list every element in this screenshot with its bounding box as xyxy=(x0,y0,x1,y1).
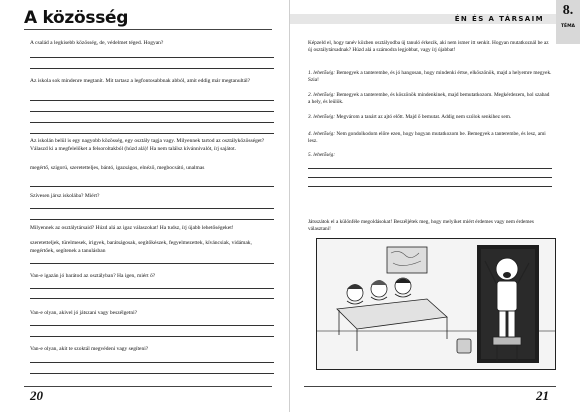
answer-line[interactable] xyxy=(30,100,274,101)
answer-line[interactable] xyxy=(30,208,274,209)
answer-line[interactable] xyxy=(30,325,274,326)
question-like-school: Szívesen jársz iskolába? Miért? xyxy=(30,193,100,199)
page-title: A közösség xyxy=(24,8,129,28)
option-label: 2. lehetőség: xyxy=(308,92,336,98)
answer-line[interactable] xyxy=(30,122,274,123)
answer-line[interactable] xyxy=(30,219,274,220)
question-family: A család a legkisebb közösség, de, védelmet téged. Hogyan? xyxy=(30,40,164,46)
option-label: 3. lehetőség: xyxy=(308,114,336,120)
answer-line[interactable] xyxy=(30,288,274,289)
task-role-play: Játsszátok el a különféle megoldásokat! Beszéljétek meg, hogy melyiket miért érdemes vagy nem érdemes választani! xyxy=(308,219,534,233)
question-classmates: Milyennek az osztálytársaid? Húzd alá az igaz válaszokat! Ha tudsz, írj újabb lehetőségeket! xyxy=(30,225,234,231)
chapter-title: ÉN ÉS A TÁRSAIM xyxy=(454,15,544,23)
answer-line[interactable] xyxy=(30,68,274,69)
answer-line[interactable] xyxy=(30,373,274,374)
word-list-community[interactable]: megértő, szigorú, szeretetteljes, bántó, igazságos, elnéző, megbocsátó, unalmas xyxy=(30,165,205,171)
option-label: 5. lehetőség: xyxy=(308,152,336,158)
footer-rule xyxy=(304,386,556,387)
option-label: 1. lehetőség: xyxy=(308,70,336,76)
title-rule xyxy=(24,29,272,30)
classroom-illustration xyxy=(316,238,556,370)
option-text: Nem gondolkodom előre ezen, hogy hogyan mutatkozom be. Bemegyek a tanterembe, és lesz, ami lesz. xyxy=(308,131,546,145)
page-number: 21 xyxy=(536,388,549,403)
answer-line[interactable] xyxy=(30,362,274,363)
page-number: 20 xyxy=(30,388,43,403)
question-play-partner: Van-e olyan, akivel jó játszani vagy beszélgetni? xyxy=(30,310,138,316)
word-list-classmates[interactable]: szeretetteljek, türelmesek, irigyek, barátságosak, segítőkészek, fegyelmezettek, kíváncsiak, vidámak, megértőek, segítenek a tanulásban xyxy=(30,240,252,254)
option-text: Megvárom a tanárt az ajtó előtt. Majd ő bemutat. Addig nem szólok senkihez sem. xyxy=(336,114,512,120)
option-3[interactable] xyxy=(308,114,552,121)
answer-line[interactable] xyxy=(308,177,552,178)
answer-line[interactable] xyxy=(308,168,552,169)
answer-line[interactable] xyxy=(30,111,274,112)
answer-line[interactable] xyxy=(30,57,274,58)
footer-rule xyxy=(24,386,272,387)
question-school: Az iskola sok mindenre megtanít. Mit tartasz a legfontosabbnak abból, amit eddig már megtanultál? xyxy=(30,78,251,84)
option-4[interactable] xyxy=(308,131,552,145)
question-protect: Van-e olyan, akit te szoktál megvédeni vagy segíteni? xyxy=(30,346,149,352)
option-5[interactable] xyxy=(308,152,552,159)
option-text: Bemegyek a tanterembe, és jó hangosan, hogy mindenki értse, elköszönök, majd a helyemre megyek. Szia! xyxy=(308,70,552,84)
answer-line[interactable] xyxy=(30,186,274,187)
question-class-community: Az iskolán belül is egy nagyobb közösség, egy osztály tagja vagy. Milyennek tartod az osztályközösséget? Válaszd ki a megfelelőket a felsoroltakból (húzd alá)! Ha nem találsz kívánnivalót, írj sajátot. xyxy=(30,138,265,152)
classroom-drawing xyxy=(317,239,555,369)
option-1[interactable] xyxy=(308,70,552,84)
answer-line[interactable] xyxy=(30,336,274,337)
option-text: Bemegyek a tanterembe, és köszönök mindenkinek, majd bemutatkozom. Megkérdezem, hol szabad a hely, és leülök. xyxy=(308,92,550,106)
topic-number: 8. xyxy=(562,3,574,18)
answer-line[interactable] xyxy=(30,298,274,299)
question-best-friend: Van-e igazán jó barátod az osztályban? Ha igen, miért ő? xyxy=(30,273,156,279)
intro-text: Képzeld el, hogy tanév közben osztályodba új tanuló érkezik, aki nem ismer itt senkit. Hogyan mutatkoznál be az új osztálytársadnak? Húzd alá a számodra legjobbat, vagy írj újabbat! xyxy=(308,40,549,54)
answer-line[interactable] xyxy=(30,133,274,134)
answer-line[interactable] xyxy=(30,263,274,264)
topic-tab xyxy=(556,0,580,44)
option-2[interactable] xyxy=(308,92,552,106)
answer-line[interactable] xyxy=(308,186,552,187)
option-label: 4. lehetőség: xyxy=(308,131,336,137)
right-page xyxy=(290,0,580,412)
topic-label: TÉMA xyxy=(560,24,576,29)
